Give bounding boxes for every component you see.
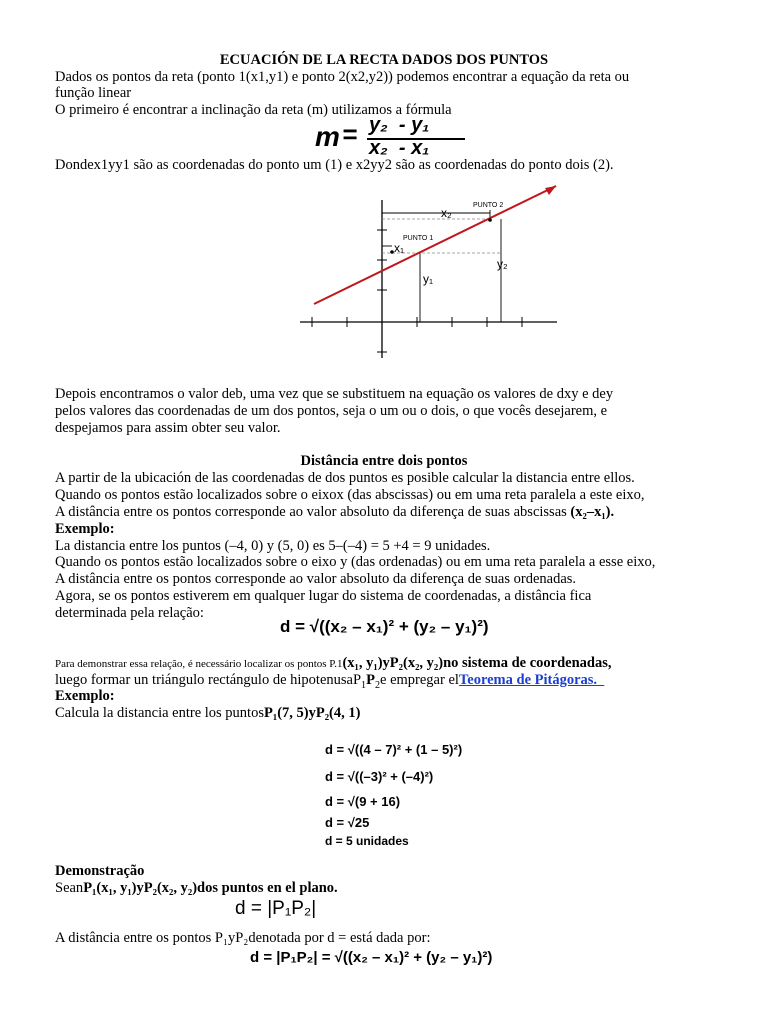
calc-text: Calcula la distancia entre los puntos — [55, 705, 264, 721]
pp-formula: d = |P₁P₂| — [235, 898, 317, 919]
label-x2: x₂ — [441, 206, 452, 220]
demo-small-sub: .1 — [334, 658, 343, 670]
slope-numerator: y₂ - y₁ — [369, 114, 430, 136]
sean-points: P₁(x₁, y₁)yP₂(x₂, y₂)dos puntos en el plano. — [83, 880, 338, 896]
slope-eq: = — [342, 119, 358, 149]
demo2-text-b: P — [366, 672, 375, 688]
demo2-text-a: luego formar un triángulo rectángulo de hipotenusaP — [55, 672, 362, 688]
label-x1: x₁ — [394, 241, 405, 255]
demo-small-text: Para demonstrar essa relação, é necessário localizar os pontos P — [55, 658, 335, 670]
step-3: d = √(9 + 16) — [325, 794, 401, 809]
after-line-2: pelos valores das coordenadas de um dos pontos, seja o um ou o dois, o que vocês desejarem, e — [55, 403, 608, 419]
donde-line: Dondex1yy1 são as coordenadas do ponto um (1) e x2yy2 são as coordenadas do ponto dois (2). — [55, 157, 614, 173]
step-5: d = 5 unidades — [325, 834, 409, 848]
dist-line-6: A distância entre os pontos corresponde ao valor absoluto da diferença de suas ordenadas. — [55, 571, 577, 587]
label-punto-2: PUNTO 2 — [473, 202, 504, 209]
dist-line-5: Quando os pontos estão localizados sobre o eixo y (das ordenadas) ou em uma reta paralela a esse eixo, — [55, 554, 656, 570]
line-graph — [295, 180, 565, 360]
demo-title: Demonstração — [55, 863, 145, 879]
after-line-1: Depois encontramos o valor deb, uma vez que se substituem na equação os valores de dxy e dey — [55, 386, 614, 402]
dist-line-3 — [55, 504, 614, 521]
dist-line-2: Quando os pontos estão localizados sobre o eixox (das abscissas) ou em uma reta paralela a este eixo, — [55, 487, 645, 503]
calc-points: P₁(7, 5)yP₂(4, 1) — [263, 705, 361, 721]
step-2: d = √((–3)² + (–4)²) — [325, 769, 434, 784]
last-line: A distância entre os pontos P₁yP₂denotada por d = está dada por: — [55, 930, 431, 946]
demo-bold-text: (x₁, y₁)yP₂(x₂, y₂)no sistema de coordenadas, — [342, 655, 612, 671]
distance-formula: d = √((x₂ – x₁)² + (y₂ – y₁)²) — [280, 617, 489, 636]
slope-m: m — [315, 121, 340, 152]
after-line-3: despejamos para assim obter seu valor. — [55, 420, 281, 436]
dist-line-4: La distancia entre los puntos (–4, 0) y (5, 0) es 5–(–4) = 5 +4 = 9 unidades. — [55, 538, 491, 554]
demo-line-1 — [55, 655, 611, 673]
demo-line-2 — [55, 672, 604, 694]
dist-line-8: determinada pela relação: — [55, 605, 204, 621]
dist-line-3-formula: (x₂–x₁). — [570, 504, 615, 520]
example-label-2: Exemplo: — [55, 688, 115, 704]
dist-line-3-text: A distância entre os pontos corresponde ao valor absoluto da diferença de suas abscissas — [55, 504, 571, 520]
slope-denominator: x₂ - x₁ — [369, 137, 430, 159]
sean-text: Sean — [55, 880, 84, 896]
sean-line — [55, 880, 338, 897]
pitagoras-link[interactable]: Teorema de Pitágoras. — [458, 672, 598, 688]
page-title: ECUACIÓN DE LA RECTA DADOS DOS PUNTOS — [219, 52, 549, 68]
dist-line-1: A partir de la ubicación de las coordenadas de dos puntos es posible calcular la distancia entre ellos. — [55, 470, 635, 486]
label-punto-1: PUNTO 1 — [403, 235, 434, 242]
demo2-sub-2: 2 — [374, 679, 381, 691]
demo2-text-c: e empregar el — [380, 672, 459, 688]
intro-line-1: Dados os pontos da reta (ponto 1(x1,y1) e ponto 2(x2,y2)) podemos encontrar a equação da reta ou — [55, 69, 630, 85]
intro-line-2: função linear — [55, 85, 132, 101]
label-y1: y₁ — [423, 272, 434, 286]
step-1: d = √((4 – 7)² + (1 – 5)²) — [325, 742, 463, 757]
intro-line-3: O primeiro é encontrar a inclinação da reta (m) utilizamos a fórmula — [55, 102, 452, 118]
section-title-distance: Distância entre dois pontos — [300, 453, 468, 469]
label-y2: y₂ — [497, 257, 508, 271]
slope-formula — [315, 114, 465, 159]
demo2-sub-1: 1 — [361, 679, 367, 691]
dist-line-7: Agora, se os pontos estiverem em qualquer lugar do sistema de coordenadas, a distância fica — [55, 588, 592, 604]
final-formula: d = |P₁P₂| = √((x₂ – x₁)² + (y₂ – y₁)²) — [250, 949, 493, 966]
link-trail — [597, 672, 604, 688]
calc-line — [55, 705, 360, 722]
example-label-1: Exemplo: — [55, 521, 115, 537]
step-4: d = √25 — [325, 815, 370, 830]
